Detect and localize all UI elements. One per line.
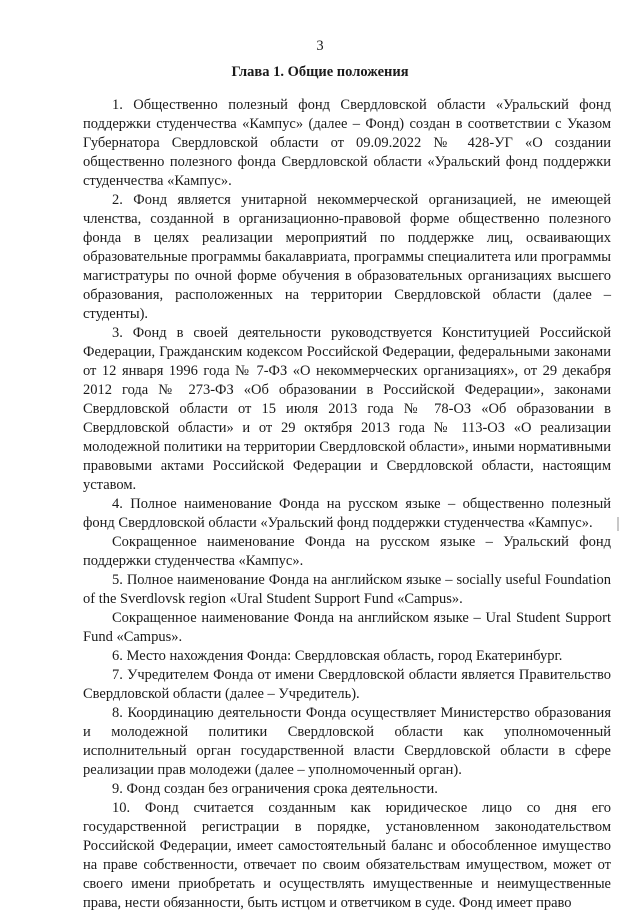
paragraph-9: 9. Фонд создан без ограничения срока деятельности.: [112, 781, 438, 797]
page-number: 3: [316, 38, 324, 54]
paragraph-5: 5. Полное наименование Фонда на английском языке – socially useful Foundation of the Sverdlovsk region «Ural Student Support Fund «Campus».: [83, 572, 611, 607]
paragraph-4: 4. Полное наименование Фонда на русском языке – общественно полезный фонд Свердловской области «Уральский фонд поддержки студенчества «Кампус».: [83, 496, 611, 531]
paragraph-7: 7. Учредителем Фонда от имени Свердловской области является Правительство Свердловской области (далее – Учредитель).: [83, 667, 611, 702]
chapter-heading: Глава 1. Общие положения: [231, 64, 409, 80]
paragraph-2: 2. Фонд является унитарной некоммерческой организацией, не имеющей членства, созданной в организационно-правовой форме общественно полезного фонда в целях реализации мероприятий по поддержке лиц, осваивающих образовательные программы бакалавриата, программы специалитета или программы магистратуры по очной форме обучения в образовательных организациях высшего образования, расположенных на территории Свердловской области (далее – студенты).: [83, 192, 611, 322]
paragraph-8: 8. Координацию деятельности Фонда осуществляет Министерство образования и молодежной политики Свердловской области как уполномоченный исполнительный орган государственной власти Свердловской области в сфере реализации прав молодежи (далее – уполномоченный орган).: [83, 705, 611, 778]
paragraph-5-short-name: Сокращенное наименование Фонда на английском языке – Ural Student Support Fund «Campus».: [83, 610, 611, 645]
paragraph-4-short-name: Сокращенное наименование Фонда на русском языке – Уральский фонд поддержки студенчества «Кампус».: [83, 534, 611, 569]
paragraph-6: 6. Место нахождения Фонда: Свердловская область, город Екатеринбург.: [112, 648, 563, 664]
paragraph-3: 3. Фонд в своей деятельности руководствуется Конституцией Российской Федерации, Гражданским кодексом Российской Федерации, федеральными законами от 12 января 1996 года № 7-ФЗ «О некоммерческих организациях», от 29 декабря 2012 года № 273-ФЗ «Об образовании в Российской Федерации», законами Свердловской области от 15 июля 2013 года № 78-ОЗ «Об образовании в Свердловской области» и от 29 октября 2013 года № 113-ОЗ «О реализации молодежной политики на территории Свердловской области», иными нормативными правовыми актами Российской Федерации и Свердловской области, настоящим уставом.: [83, 325, 611, 493]
paragraph-1: 1. Общественно полезный фонд Свердловской области «Уральский фонд поддержки студенчества «Кампус» (далее – Фонд) создан в соответствии с Указом Губернатора Свердловской области от 09.09.2022 № 428-УГ «О создании общественно полезного фонда Свердловской области «Уральский фонд поддержки студенчества «Кампус».: [83, 97, 611, 189]
scan-mark: [617, 517, 619, 531]
paragraph-10: 10. Фонд считается созданным как юридическое лицо со дня его государственной регистрации в порядке, установленном законодательством Российской Федерации, имеет самостоятельный баланс и обособленное имущество на праве собственности, отвечает по своим обязательствам имуществом, может от своего имени приобретать и осуществлять имущественные и неимущественные права, нести обязанности, быть истцом и ответчиком в суде. Фонд имеет право: [83, 800, 611, 911]
document-body: [83, 96, 611, 913]
